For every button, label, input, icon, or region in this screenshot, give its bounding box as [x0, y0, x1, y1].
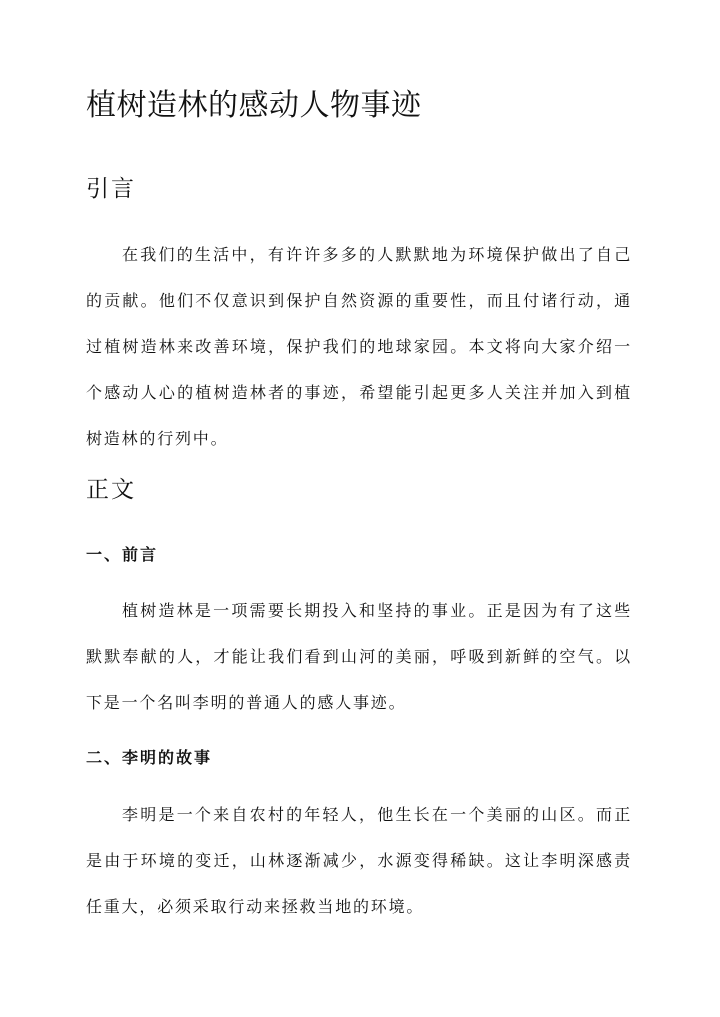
- section-paragraph-preface: 植树造林是一项需要长期投入和坚持的事业。正是因为有了这些默默奉献的人，才能让我们看到山河的美丽，呼吸到新鲜的空气。以下是一个名叫李明的普通人的感人事迹。: [86, 601, 632, 712]
- section-heading-preface: 一、前言: [86, 545, 159, 564]
- document-title: 植树造林的感动人物事迹: [86, 88, 422, 123]
- section-heading-li-ming-story: 二、李明的故事: [86, 748, 213, 767]
- intro-paragraph: 在我们的生活中，有许许多多的人默默地为环境保护做出了自己的贡献。他们不仅意识到保护自然资源的重要性，而且付诸行动，通过植树造林来改善环境，保护我们的地球家园。本文将向大家介绍一个感动人心的植树造林者的事迹，希望能引起更多人关注并加入到植树造林的行列中。: [86, 245, 632, 448]
- intro-heading: 引言: [86, 176, 136, 202]
- section-paragraph-li-ming-story: 李明是一个来自农村的年轻人，他生长在一个美丽的山区。而正是由于环境的变迁，山林逐渐减少，水源变得稀缺。这让李明深感责任重大，必须采取行动来拯救当地的环境。: [86, 805, 632, 916]
- body-heading: 正文: [86, 477, 136, 503]
